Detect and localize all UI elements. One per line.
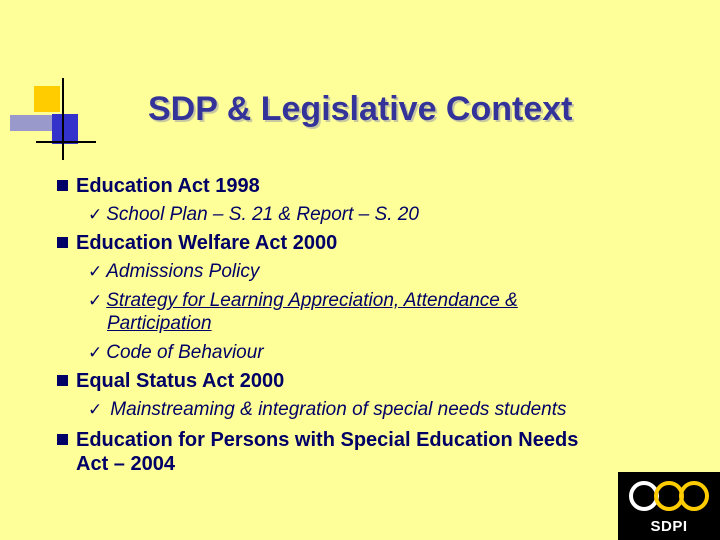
list-item: Education Welfare Act 2000 xyxy=(76,232,338,254)
square-bullet-icon xyxy=(57,180,68,191)
checkmark-icon: ✓ xyxy=(88,343,103,362)
square-bullet-icon xyxy=(57,434,68,445)
square-bullet-icon xyxy=(57,375,68,386)
list-item-continuation: Act – 2004 xyxy=(76,453,175,475)
list-subitem-link-continuation[interactable]: Participation xyxy=(107,313,212,334)
list-subitem-link[interactable]: ✓ Strategy for Learning Appreciation, Attendance & xyxy=(88,290,518,311)
square-bullet-icon xyxy=(57,237,68,248)
list-item: Education for Persons with Special Education Needs xyxy=(76,429,579,451)
list-subitem: ✓ Admissions Policy xyxy=(88,261,260,282)
checkmark-icon: ✓ xyxy=(88,291,103,310)
list-item: Equal Status Act 2000 xyxy=(76,370,285,392)
slide-title: SDP & Legislative Context xyxy=(148,90,573,128)
sdpi-logo-icon xyxy=(618,472,720,540)
list-item: Education Act 1998 xyxy=(76,175,260,197)
list-subitem: ✓ Mainstreaming & integration of special needs students xyxy=(88,399,567,420)
checkmark-icon: ✓ xyxy=(88,400,103,419)
checkmark-icon: ✓ xyxy=(88,205,103,224)
list-subitem: ✓ School Plan – S. 21 & Report – S. 20 xyxy=(88,204,419,225)
logo-text: SDPI xyxy=(650,518,688,535)
logo-rings-icon xyxy=(618,472,720,522)
list-subitem: ✓ Code of Behaviour xyxy=(88,342,264,363)
checkmark-icon: ✓ xyxy=(88,262,103,281)
